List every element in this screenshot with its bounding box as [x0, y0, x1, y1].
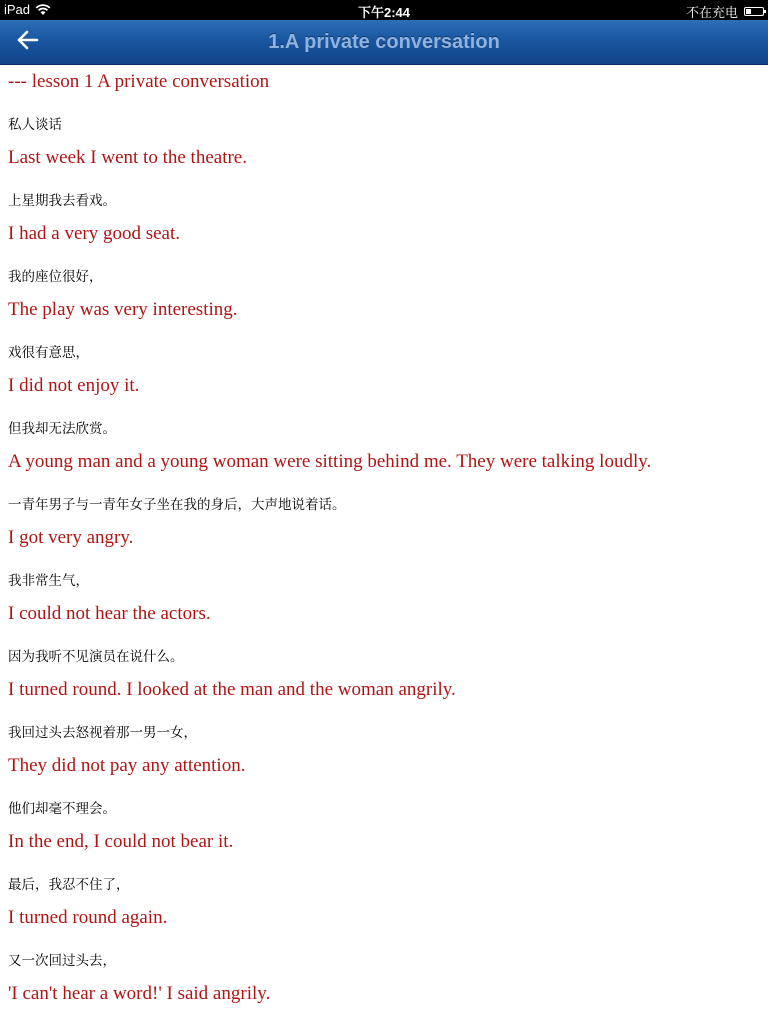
- chinese-translation: 因为我听不见演员在说什么。: [8, 649, 184, 665]
- lesson-text-content[interactable]: [0, 65, 768, 1024]
- nav-bar: [0, 20, 768, 65]
- english-sentence: I turned round. I looked at the man and the woman angrily.: [8, 679, 456, 700]
- page-title: 1.A private conversation: [268, 31, 500, 53]
- status-time: 下午2:44: [357, 5, 411, 20]
- chinese-translation: 上星期我去看戏。: [8, 193, 116, 209]
- chinese-translation: 他们却毫不理会。: [8, 801, 116, 817]
- chinese-translation: 又一次回过头去，: [8, 953, 116, 969]
- chinese-translation: 一青年男子与一青年女子坐在我的身后，大声地说着话。: [8, 497, 346, 513]
- english-sentence: I turned round again.: [8, 907, 168, 928]
- english-sentence: I could not hear the actors.: [8, 603, 211, 624]
- chinese-translation: 我的座位很好，: [8, 269, 103, 285]
- chinese-translation: 戏很有意思，: [8, 345, 89, 361]
- status-right: [686, 2, 764, 21]
- english-sentence: I had a very good seat.: [8, 223, 180, 244]
- chinese-translation: 私人谈话: [8, 117, 62, 133]
- chinese-translation: 我回过头去怒视着那一男一女，: [8, 725, 197, 741]
- status-bar: [0, 0, 768, 20]
- chinese-translation: 我非常生气，: [8, 573, 89, 589]
- english-sentence: They did not pay any attention.: [8, 755, 246, 776]
- english-sentence: --- lesson 1 A private conversation: [8, 71, 270, 92]
- charging-status: 不在充电: [685, 5, 738, 20]
- english-sentence: A young man and a young woman were sitting behind me. They were talking loudly.: [8, 451, 652, 472]
- battery-icon: [744, 7, 764, 16]
- english-sentence: Last week I went to the theatre.: [8, 147, 247, 168]
- chinese-translation: 但我却无法欣赏。: [8, 421, 116, 437]
- english-sentence: In the end, I could not bear it.: [8, 831, 234, 852]
- english-sentence: I did not enjoy it.: [8, 375, 140, 396]
- device-label: iPad: [4, 2, 31, 17]
- english-sentence: 'I can't hear a word!' I said angrily.: [8, 983, 271, 1004]
- english-sentence: The play was very interesting.: [8, 299, 238, 320]
- english-sentence: I got very angry.: [8, 527, 134, 548]
- chinese-translation: 最后，我忍不住了，: [8, 877, 130, 893]
